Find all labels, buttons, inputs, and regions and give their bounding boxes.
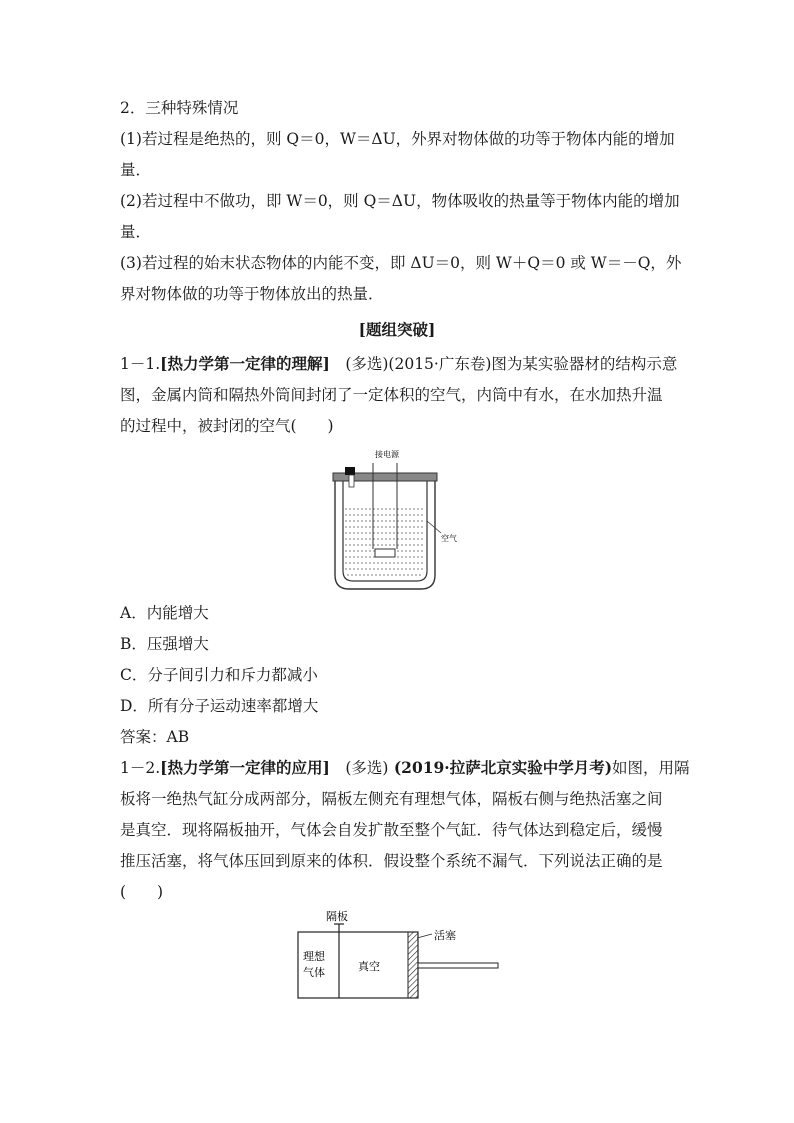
case2-line1: (2)若过程中不做功，即 W＝0，则 Q＝ΔU，物体吸收的热量等于物体内能的增加 [120,192,680,210]
q1-option-b: B．压强增大 [120,635,209,653]
outer-container [335,481,435,589]
vacuum-label: 真空 [358,960,380,973]
q1-apparatus-figure [325,445,470,595]
piston-label: 活塞 [434,929,456,942]
air-label: 空气 [441,534,457,543]
q2-line5: ( ) [120,883,164,901]
q1-tag: [热力学第一定律的理解] [160,354,330,373]
gas-label-line2: 气体 [303,966,325,979]
q2-line4: 推压活塞，将气体压回到原来的体积．假设整个系统不漏气．下列说法正确的是 [120,852,663,870]
q1-first-line [120,354,677,374]
q1-option-c: C．分子间引力和斥力都减小 [120,666,318,684]
q2-tag: [热力学第一定律的应用] [160,758,330,777]
group-title: [题组突破] [358,320,436,339]
q2-number: 1－2. [120,759,161,777]
power-label: 接电源 [375,450,399,459]
piston-rod [418,963,498,968]
q1-option-a: A．内能增大 [120,604,209,622]
q1-lead: (多选)(2015·广东卷)图为某实验器材的结构示意 [329,355,678,373]
section-heading: 2．三种特殊情况 [120,99,239,117]
q2-line2: 板将一绝热气缸分成两部分，隔板左侧充有理想气体，隔板右侧与绝热活塞之间 [120,790,663,808]
q1-line2: 图，金属内筒和隔热外筒间封闭了一定体积的空气，内筒中有水，在水加热升温 [120,386,663,404]
plug [345,467,355,475]
q2-source: (2019·拉萨北京实验中学月考) [388,758,613,777]
case1-line2: 量． [120,161,152,179]
water [345,509,425,575]
case3-line2: 界对物体做的功等于物体放出的热量． [120,285,384,303]
heater [375,549,395,557]
case3-line1: (3)若过程的始末状态物体的内能不变，即 ΔU＝0，则 W＋Q＝0 或 W＝－Q，外 [120,254,682,272]
q2-lead-end: 如图，用隔 [612,759,690,777]
piston [408,932,418,998]
air-pointer [427,521,441,533]
partition-label: 隔板 [326,910,348,923]
q1-option-d: D．所有分子运动速率都增大 [120,697,319,715]
piston-pointer [417,934,432,938]
case2-line2: 量． [120,223,152,241]
q2-lead: (多选) [329,759,389,777]
q2-cylinder-figure [290,908,505,1003]
inner-container [343,481,427,581]
gas-label-line1: 理想 [303,950,325,963]
q2-first-line [120,758,690,778]
q1-line3: 的过程中，被封闭的空气( ) [120,417,334,435]
case1-line1: (1)若过程是绝热的，则 Q＝0，W＝ΔU，外界对物体做的功等于物体内能的增加 [120,130,675,148]
q1-answer: 答案：AB [120,728,190,746]
q1-number: 1－1. [120,355,161,373]
q2-line3: 是真空．现将隔板抽开，气体会自发扩散至整个气缸．待气体达到稳定后，缓慢 [120,821,663,839]
vent [349,475,354,487]
